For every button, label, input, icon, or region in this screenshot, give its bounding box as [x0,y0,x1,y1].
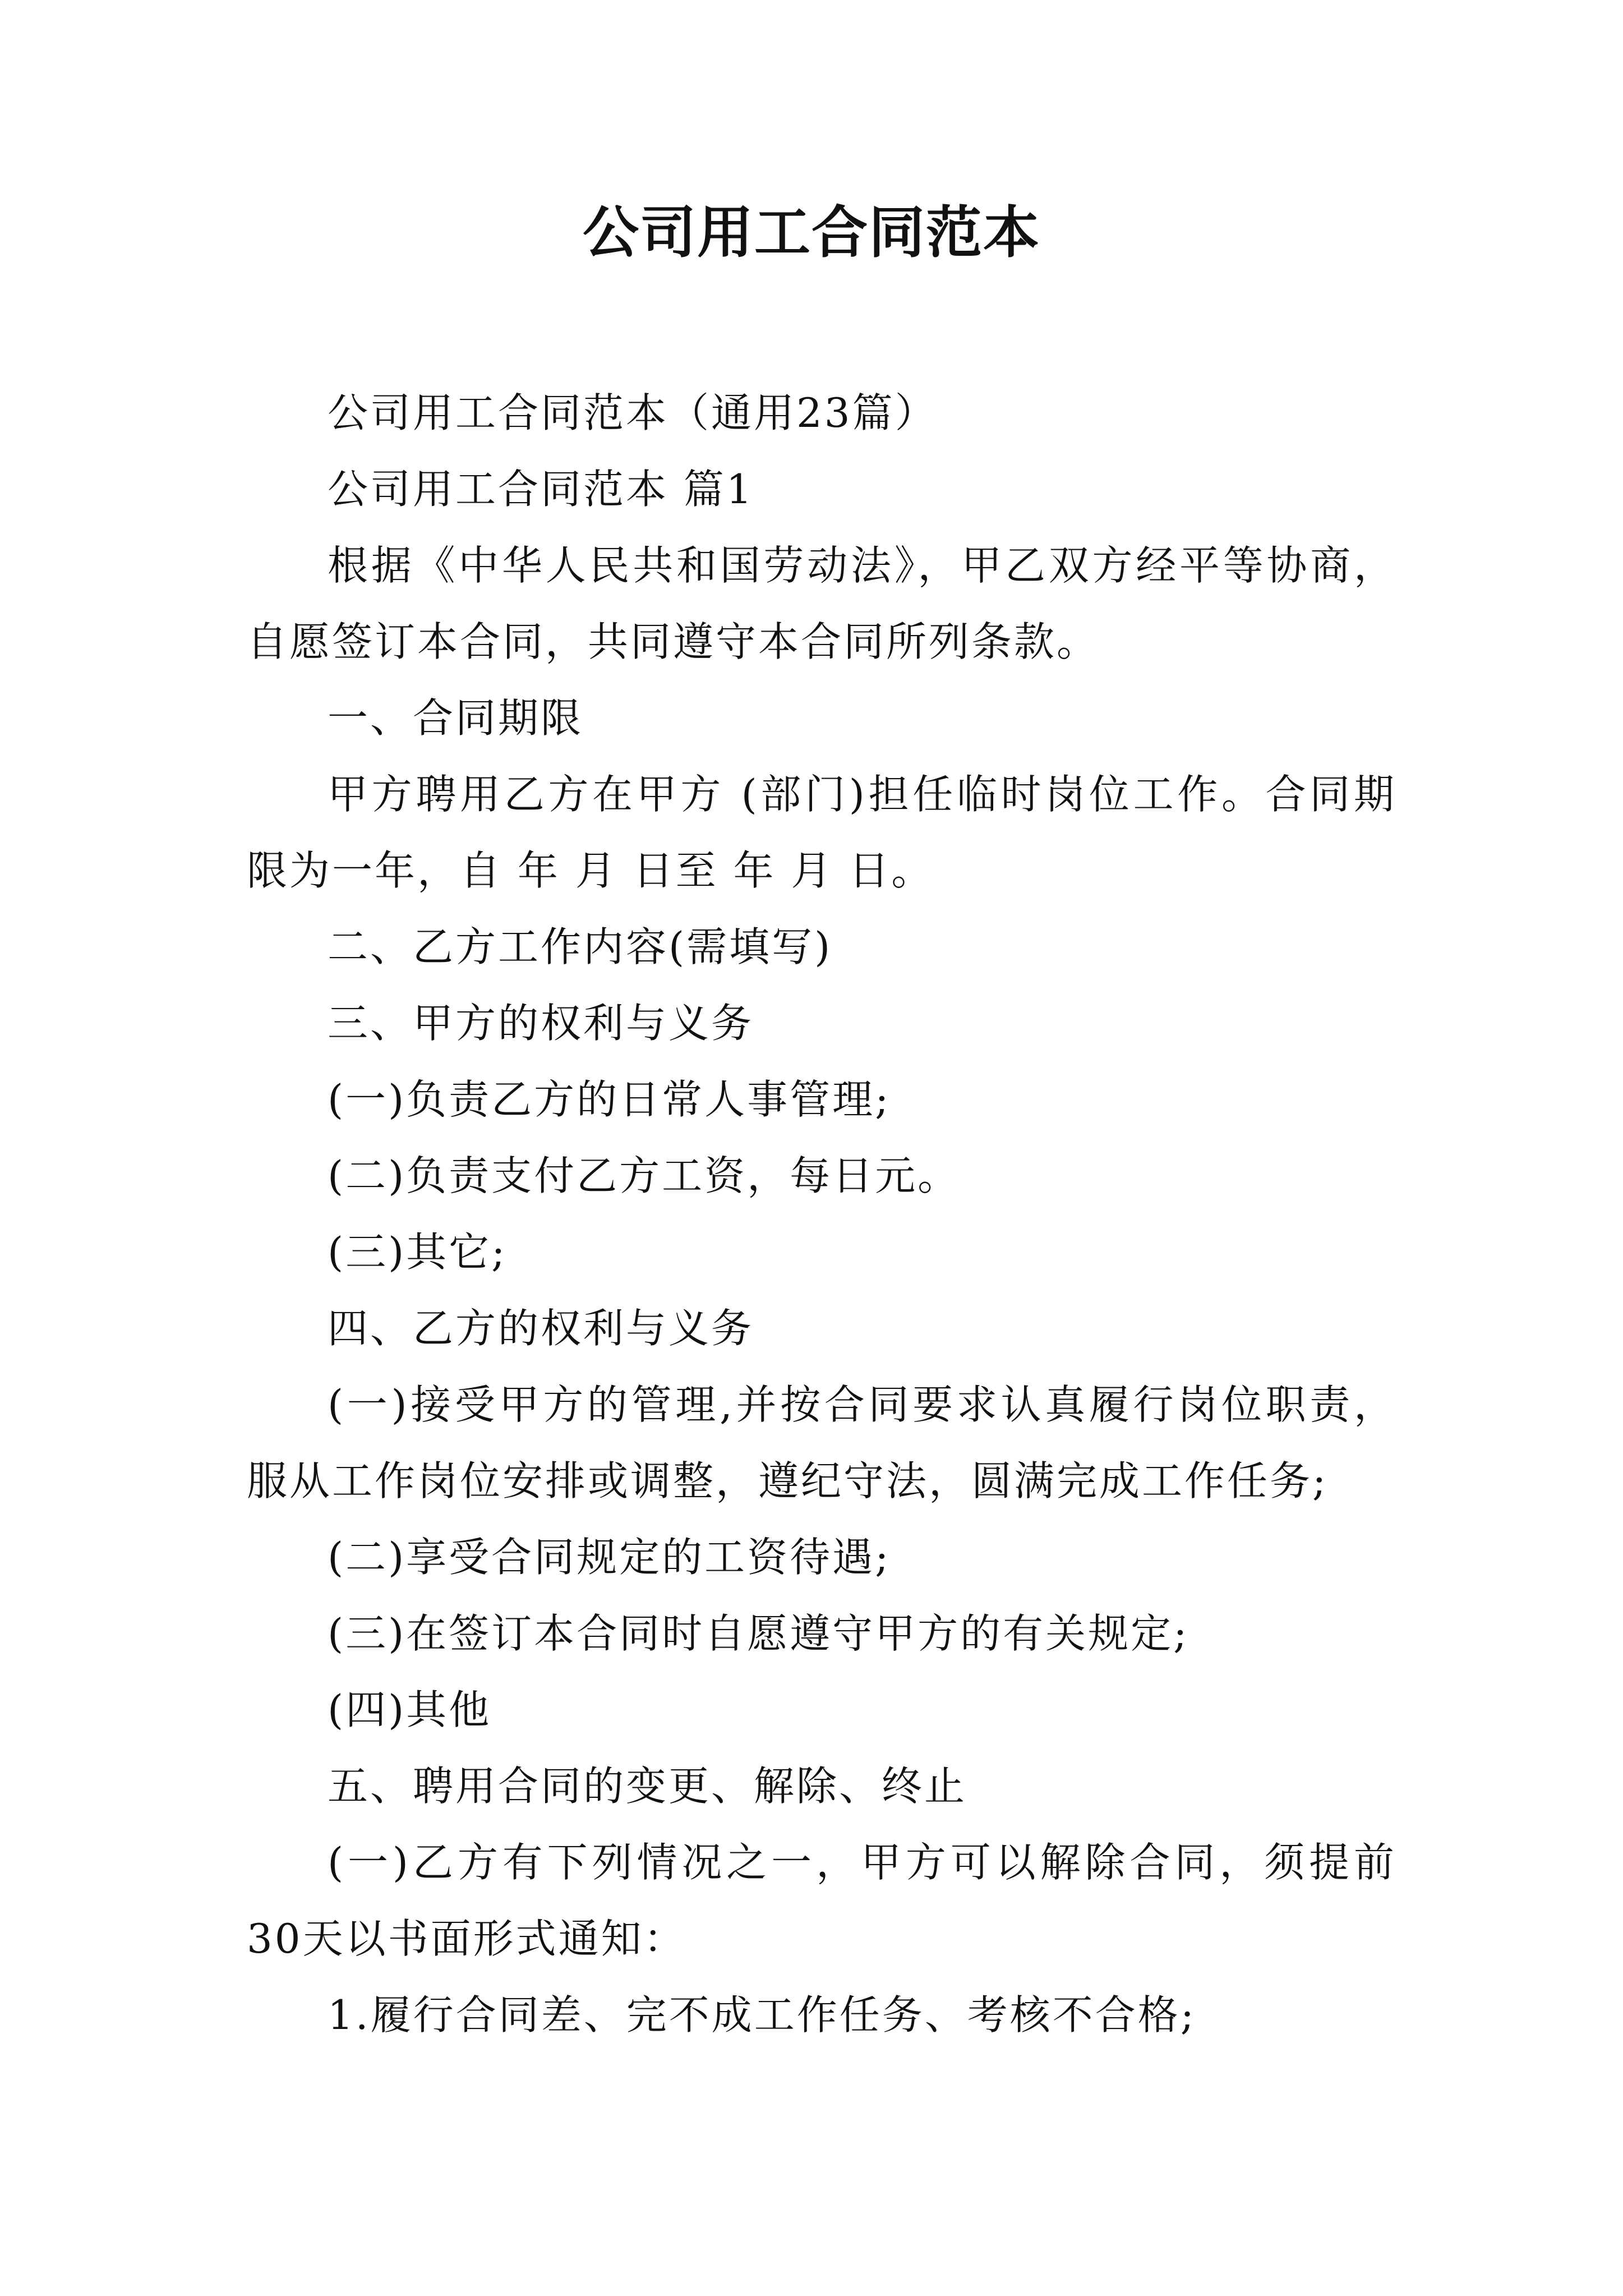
paragraph: (三)在签订本合同时自愿遵守甲方的有关规定; [328,1610,1189,1657]
paragraph: 根据《中华人民共和国劳动法》，甲乙双方经平等协商，自愿签订本合同，共同遵守本合同所列条款。 [247,542,1396,665]
paragraph: (二)享受合同规定的工资待遇; [328,1534,891,1581]
paragraph: (一)负责乙方的日常人事管理; [328,1076,891,1123]
document-body [247,375,1396,2053]
paragraph-clause-heading: 三、甲方的权利与义务 [328,1000,754,1047]
paragraph: 甲方聘用乙方在甲方 (部门)担任临时岗位工作。合同期限为一年，自 年 月 日至 年 月 日。 [247,771,1396,894]
paragraph-section-heading: 公司用工合同范本 篇1 [328,466,754,513]
paragraph: (二)负责支付乙方工资，每日元。 [328,1152,961,1199]
paragraph: (一)接受甲方的管理,并按合同要求认真履行岗位职责，服从工作岗位安排或调整，遵纪守法，圆满完成工作任务; [247,1381,1396,1504]
paragraph-clause-heading: 一、合同期限 [328,694,584,742]
document-title: 公司用工合同范本 [583,200,1040,265]
paragraph-clause-heading: 五、聘用合同的变更、解除、终止 [328,1763,967,1810]
paragraph: 1.履行合同差、完不成工作任务、考核不合格; [328,1991,1196,2039]
paragraph: (一)乙方有下列情况之一，甲方可以解除合同，须提前30天以书面形式通知： [247,1839,1396,1962]
paragraph-clause-heading: 四、乙方的权利与义务 [328,1305,754,1352]
paragraph-clause-heading: 二、乙方工作内容(需填写) [328,923,833,970]
paragraph-subtitle: 公司用工合同范本（通用23篇） [328,389,938,436]
paragraph: (四)其他 [328,1686,492,1733]
paragraph: (三)其它; [328,1228,508,1276]
